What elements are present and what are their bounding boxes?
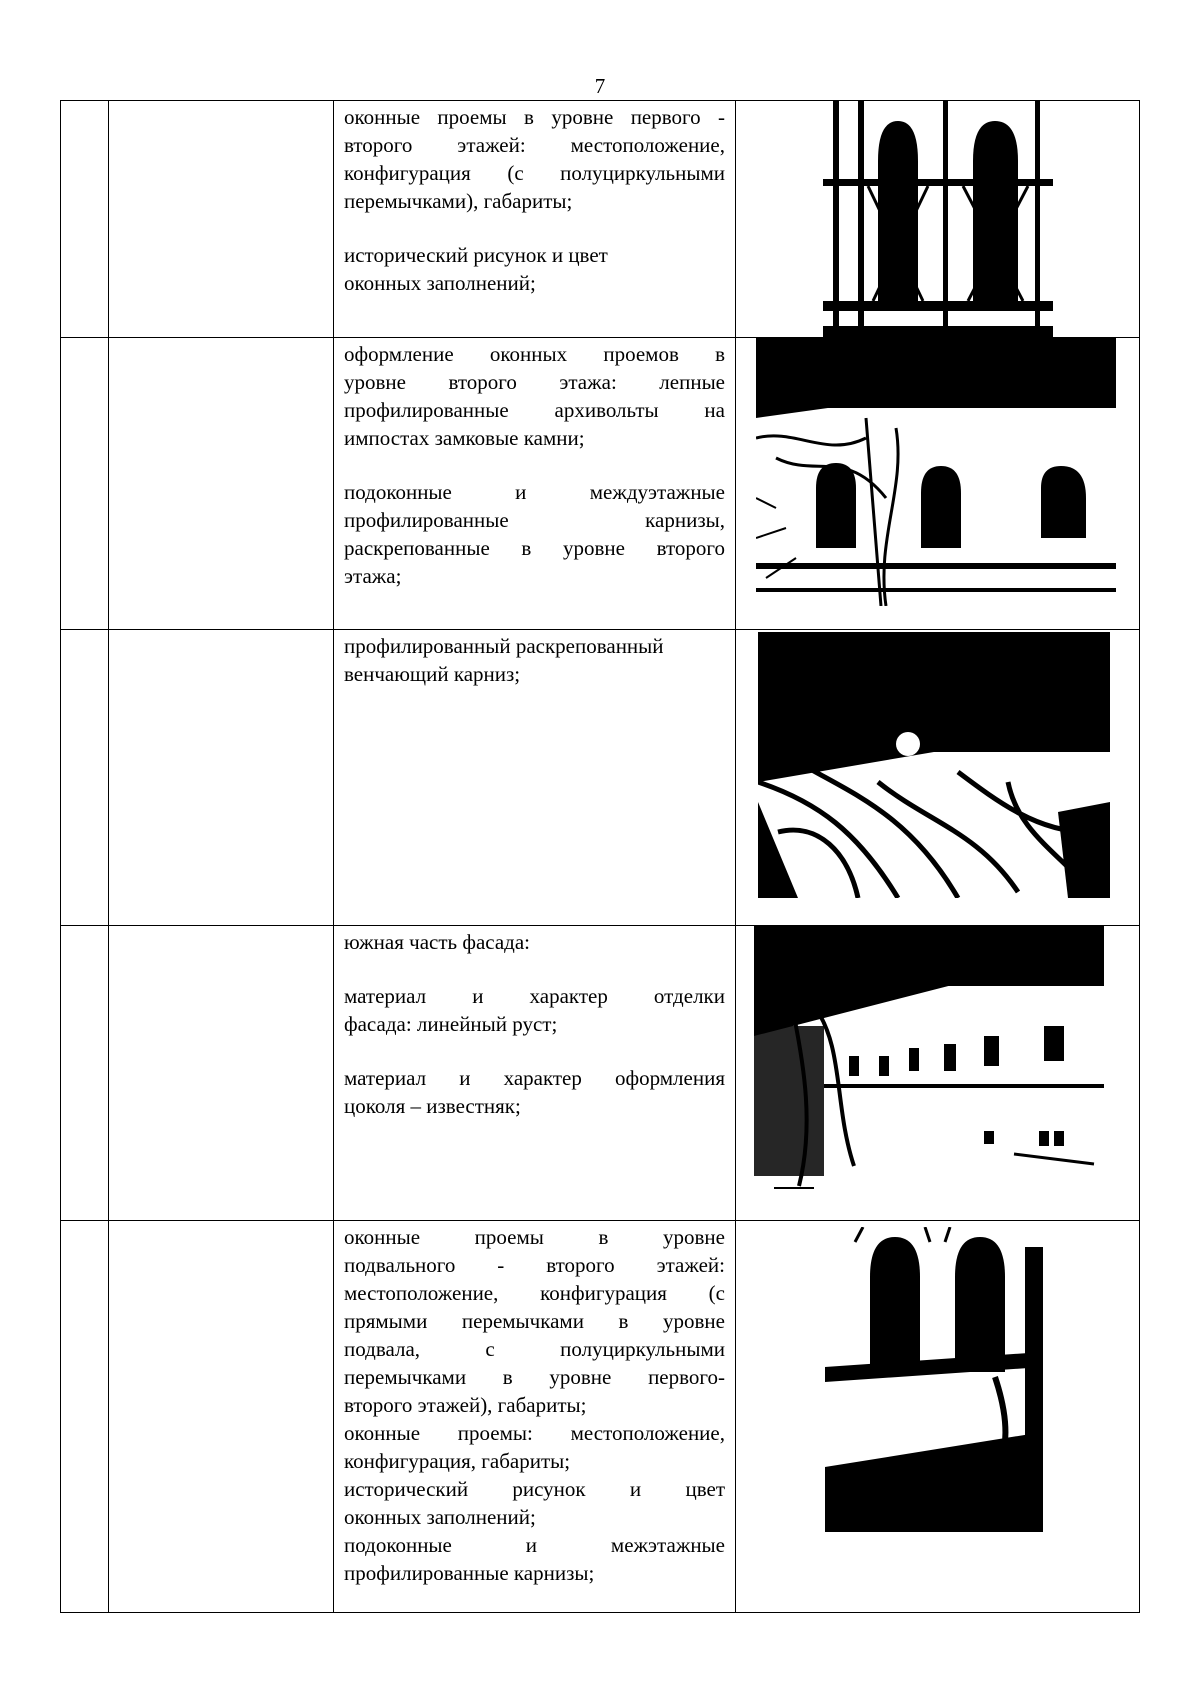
description-cell: [334, 101, 736, 338]
photo-cell: [736, 338, 1140, 630]
text-line: перемычками в уровне первого-: [344, 1365, 725, 1389]
name-cell: [109, 1221, 334, 1613]
table-row: [61, 1221, 1140, 1613]
name-cell: [109, 101, 334, 338]
text-line: южная часть фасада:: [344, 930, 531, 954]
text-line: оконных заполнений;: [344, 271, 536, 295]
photo-cell: [736, 1221, 1140, 1613]
table-row: [61, 338, 1140, 630]
text-line: подоконные и межэтажные: [344, 1533, 725, 1557]
text-line: профилированные архивольты на: [344, 398, 725, 422]
text-line: профилированный раскрепованный: [344, 634, 664, 658]
text-line: оконные проемы в уровне первого -: [344, 105, 725, 129]
text-line: перемычками), габариты;: [344, 189, 573, 213]
description-cell: [334, 338, 736, 630]
name-cell: [109, 630, 334, 926]
number-cell: [61, 630, 109, 926]
photo-crowning-cornice: [758, 632, 1110, 898]
text-line: оформление оконных проемов в: [344, 342, 725, 366]
text-line: конфигурация (с полуциркульными: [344, 161, 725, 185]
photo-cell: [736, 630, 1140, 926]
table-row: [61, 101, 1140, 338]
description-cell: [334, 926, 736, 1221]
text-line: исторический рисунок и цвет: [344, 243, 608, 267]
photo-arched-windows-upper: [823, 101, 1053, 337]
page-number: 7: [594, 74, 606, 98]
text-line: прямыми перемычками в уровне: [344, 1309, 725, 1333]
text-line: материал и характер оформления: [344, 1066, 725, 1090]
photo-cell: [736, 926, 1140, 1221]
text-line: фасада: линейный руст;: [344, 1012, 558, 1036]
number-cell: [61, 926, 109, 1221]
text-line: подоконные и междуэтажные: [344, 480, 725, 504]
name-cell: [109, 338, 334, 630]
photo-arched-windows-basement: [825, 1227, 1043, 1532]
text-line: импостах замковые камни;: [344, 426, 585, 450]
description-cell: [334, 630, 736, 926]
text-line: раскрепованные в уровне второго: [344, 536, 725, 560]
text-line: второго этажей), габариты;: [344, 1393, 587, 1417]
text-line: цоколя – известняк;: [344, 1094, 521, 1118]
name-cell: [109, 926, 334, 1221]
text-line: профилированные карнизы,: [344, 508, 725, 532]
number-cell: [61, 1221, 109, 1613]
photo-facade-window-arches: [756, 338, 1116, 606]
text-line: подвала, с полуциркульными: [344, 1337, 725, 1361]
text-line: подвального - второго этажей:: [344, 1253, 725, 1277]
text-line: конфигурация, габариты;: [344, 1449, 571, 1473]
text-line: материал и характер отделки: [344, 984, 725, 1008]
photo-south-facade: [754, 926, 1104, 1194]
text-line: оконные проемы: местоположение,: [344, 1421, 725, 1445]
text-line: профилированные карнизы;: [344, 1561, 595, 1585]
description-cell: [334, 1221, 736, 1613]
text-line: оконные проемы в уровне: [344, 1225, 725, 1249]
text-line: второго этажей: местоположение,: [344, 133, 725, 157]
text-line: местоположение, конфигурация (с: [344, 1281, 725, 1305]
table-row: [61, 630, 1140, 926]
text-line: исторический рисунок и цвет: [344, 1477, 725, 1501]
text-line: этажа;: [344, 564, 402, 588]
elements-table: [60, 100, 1140, 1613]
table-row: [61, 926, 1140, 1221]
number-cell: [61, 101, 109, 338]
photo-cell: [736, 101, 1140, 338]
number-cell: [61, 338, 109, 630]
text-line: уровне второго этажа: лепные: [344, 370, 725, 394]
text-line: оконных заполнений;: [344, 1505, 536, 1529]
text-line: венчающий карниз;: [344, 662, 521, 686]
